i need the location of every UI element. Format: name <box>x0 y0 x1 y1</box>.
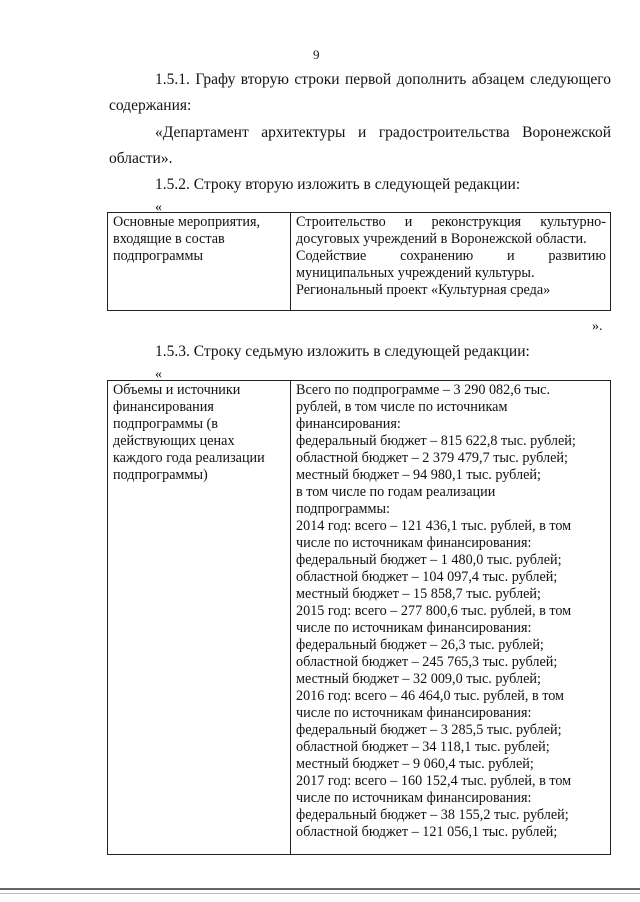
cell-text: федеральный бюджет – 3 285,5 тыс. рублей; <box>296 722 562 738</box>
cell-text: подпрограммы (в <box>113 416 218 432</box>
scan-edge-line <box>0 893 640 894</box>
cell-text: числе по источникам финансирования: <box>296 705 532 721</box>
cell-text: досуговых учреждений в Воронежской области. <box>296 231 587 247</box>
cell-text: местный бюджет – 32 009,0 тыс. рублей; <box>296 671 541 687</box>
close-quote-1: ». <box>592 319 603 334</box>
para-dept-line-2: области». <box>109 150 173 167</box>
cell-text: подпрограммы: <box>296 501 390 517</box>
cell-text: местный бюджет – 94 980,1 тыс. рублей; <box>296 467 541 483</box>
page-number: 9 <box>313 47 320 62</box>
cell-text: областной бюджет – 2 379 479,7 тыс. рублей; <box>296 450 568 466</box>
cell-text: Всего по подпрограмме – 3 290 082,6 тыс. <box>296 382 551 398</box>
table-row-two <box>107 212 611 311</box>
table-cell-value <box>291 213 611 311</box>
cell-text: Строительство и реконструкция культурно- <box>296 214 606 230</box>
cell-text: действующих ценах <box>113 433 235 449</box>
cell-text: входящие в состав <box>113 231 225 247</box>
cell-text: в том числе по годам реализации <box>296 484 496 500</box>
cell-text: федеральный бюджет – 815 622,8 тыс. рублей; <box>296 433 576 449</box>
para-dept-line-1: «Департамент архитектуры и градостроительства Воронежской <box>155 124 611 141</box>
cell-text: областной бюджет – 245 765,3 тыс. рублей; <box>296 654 558 670</box>
cell-text: областной бюджет – 104 097,4 тыс. рублей; <box>296 569 558 585</box>
scan-edge-line <box>0 888 640 890</box>
table-cell-label <box>108 213 291 311</box>
cell-text: каждого года реализации <box>113 450 265 466</box>
table-row <box>108 213 611 311</box>
para-1-5-1-line-2: содержания: <box>109 97 192 114</box>
cell-text: федеральный бюджет – 26,3 тыс. рублей; <box>296 637 544 653</box>
cell-text: финансирования <box>113 399 214 415</box>
open-quote-1: « <box>155 200 162 215</box>
cell-text: областной бюджет – 121 056,1 тыс. рублей; <box>296 824 558 840</box>
cell-text: подпрограммы <box>113 248 203 264</box>
cell-text: Основные мероприятия, <box>113 214 261 230</box>
cell-text: Региональный проект «Культурная среда» <box>296 282 551 298</box>
cell-text: числе по источникам финансирования: <box>296 620 532 636</box>
cell-text: областной бюджет – 34 118,1 тыс. рублей; <box>296 739 550 755</box>
cell-text: рублей, в том числе по источникам <box>296 399 508 415</box>
cell-text: местный бюджет – 15 858,7 тыс. рублей; <box>296 586 541 602</box>
para-1-5-3: 1.5.3. Строку седьмую изложить в следующей редакции: <box>155 343 530 360</box>
cell-text: подпрограммы) <box>113 467 208 483</box>
cell-text: числе по источникам финансирования: <box>296 535 532 551</box>
open-quote-2: « <box>155 367 162 382</box>
cell-text: числе по источникам финансирования: <box>296 790 532 806</box>
cell-text: Содействие сохранению и развитию <box>296 248 606 264</box>
table-cell-value <box>291 381 611 855</box>
table-row-seven <box>107 380 611 855</box>
cell-text: 2016 год: всего – 46 464,0 тыс. рублей, в том <box>296 688 565 704</box>
para-1-5-1-line-1: 1.5.1. Графу вторую строки первой дополнить абзацем следующего <box>155 71 611 88</box>
para-1-5-2: 1.5.2. Строку вторую изложить в следующей редакции: <box>155 176 521 193</box>
cell-text: финансирования: <box>296 416 401 432</box>
cell-text: Объемы и источники <box>113 382 241 398</box>
cell-text: федеральный бюджет – 1 480,0 тыс. рублей; <box>296 552 562 568</box>
cell-text: местный бюджет – 9 060,4 тыс. рублей; <box>296 756 534 772</box>
cell-text: 2015 год: всего – 277 800,6 тыс. рублей, в том <box>296 603 572 619</box>
cell-text: муниципальных учреждений культуры. <box>296 265 535 281</box>
cell-text: федеральный бюджет – 38 155,2 тыс. рублей; <box>296 807 569 823</box>
table-cell-label <box>108 381 291 855</box>
cell-text: 2014 год: всего – 121 436,1 тыс. рублей, в том <box>296 518 572 534</box>
table-row <box>108 381 611 855</box>
cell-text: 2017 год: всего – 160 152,4 тыс. рублей, в том <box>296 773 572 789</box>
